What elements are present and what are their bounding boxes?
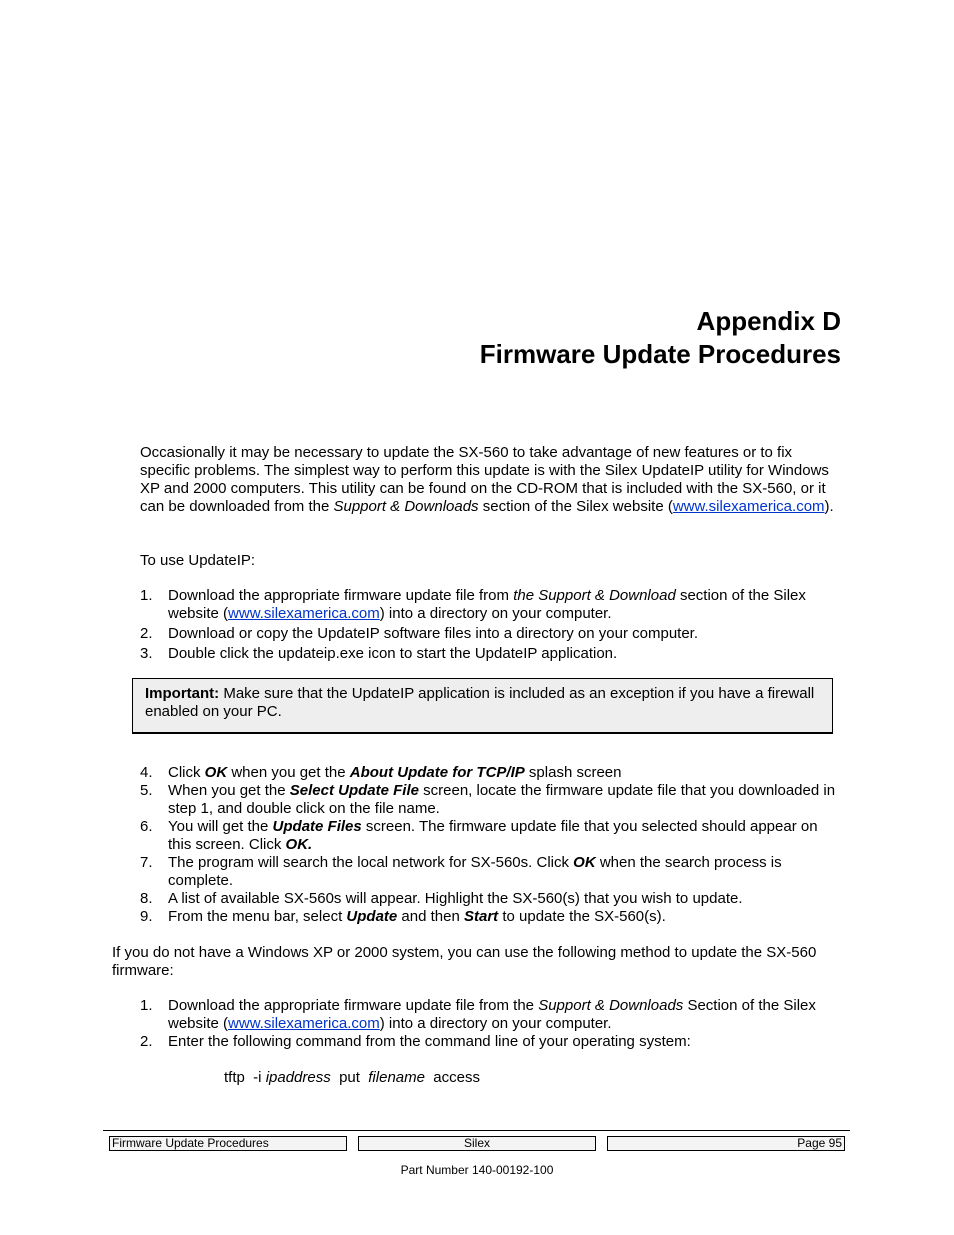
- list-item: 6. You will get the Update Files screen. The firmware update file that you selected should appear on this screen. Click OK.: [140, 818, 818, 853]
- title-line-1: Appendix D: [696, 306, 841, 336]
- silex-website-link[interactable]: www.silexamerica.com: [672, 498, 825, 515]
- tftp-command: tftp -i ipaddress put filename access: [224, 1069, 480, 1086]
- important-note-box: [132, 678, 833, 734]
- footer-company: Silex: [358, 1136, 596, 1151]
- steps-list-b: [140, 764, 845, 926]
- page-title: [480, 305, 841, 371]
- list-item: 1. Download the appropriate firmware update file from the Support & Downloads Section of the Silex website (www.silexamerica.com) into a directory on your computer.: [140, 997, 816, 1032]
- footer-section-name: Firmware Update Procedures: [109, 1136, 347, 1151]
- list-item: 3. Double click the updateip.exe icon to start the UpdateIP application.: [140, 645, 618, 662]
- list-item: 2. Enter the following command from the command line of your operating system:: [140, 1033, 691, 1050]
- note-label: Important:: [145, 685, 220, 702]
- footer-divider: [103, 1130, 850, 1131]
- list-item: 4. Click OK when you get the About Update for TCP/IP splash screen: [140, 764, 622, 781]
- part-number: Part Number 140-00192-100: [400, 1163, 554, 1177]
- steps-list-c: [140, 997, 845, 1051]
- title-line-2: Firmware Update Procedures: [479, 339, 841, 369]
- list-item: 7. The program will search the local network for SX-560s. Click OK when the search process is complete.: [140, 854, 782, 889]
- list-item: 9. From the menu bar, select Update and then Start to update the SX-560(s).: [140, 908, 666, 925]
- list-item: 8. A list of available SX-560s will appear. Highlight the SX-560(s) that you wish to update.: [140, 890, 743, 907]
- alt-method-paragraph: If you do not have a Windows XP or 2000 system, you can use the following method to update the SX-560 firmware:: [112, 944, 817, 979]
- silex-website-link[interactable]: www.silexamerica.com: [228, 605, 380, 622]
- note-text: Make sure that the UpdateIP application is included as an exception if you have a firewall enabled on your PC.: [145, 685, 815, 720]
- footer-page-number: Page 95: [607, 1136, 845, 1151]
- intro-paragraph: Occasionally it may be necessary to update the SX-560 to take advantage of new features or to fix specific problems. The simplest way to perform this update is with the Silex UpdateIP utility for Windows XP and 2000 computers. This utility can be found on the CD-ROM that is included with the SX-560, or it can be downloaded from the Support & Downloads section of the Silex website (www.silexamerica.com).: [140, 444, 834, 515]
- list-item: 1. Download the appropriate firmware update file from the Support & Download section of the Silex website (www.silexamerica.com) into a directory on your computer.: [140, 587, 806, 622]
- list-item: 5. When you get the Select Update File screen, locate the firmware update file that you downloaded in step 1, and double click on the file name.: [140, 782, 836, 817]
- use-updateip-label: To use UpdateIP:: [140, 552, 256, 569]
- silex-website-link[interactable]: www.silexamerica.com: [228, 1015, 380, 1032]
- list-item: 2. Download or copy the UpdateIP software files into a directory on your computer.: [140, 625, 699, 642]
- steps-list-a: [140, 587, 845, 663]
